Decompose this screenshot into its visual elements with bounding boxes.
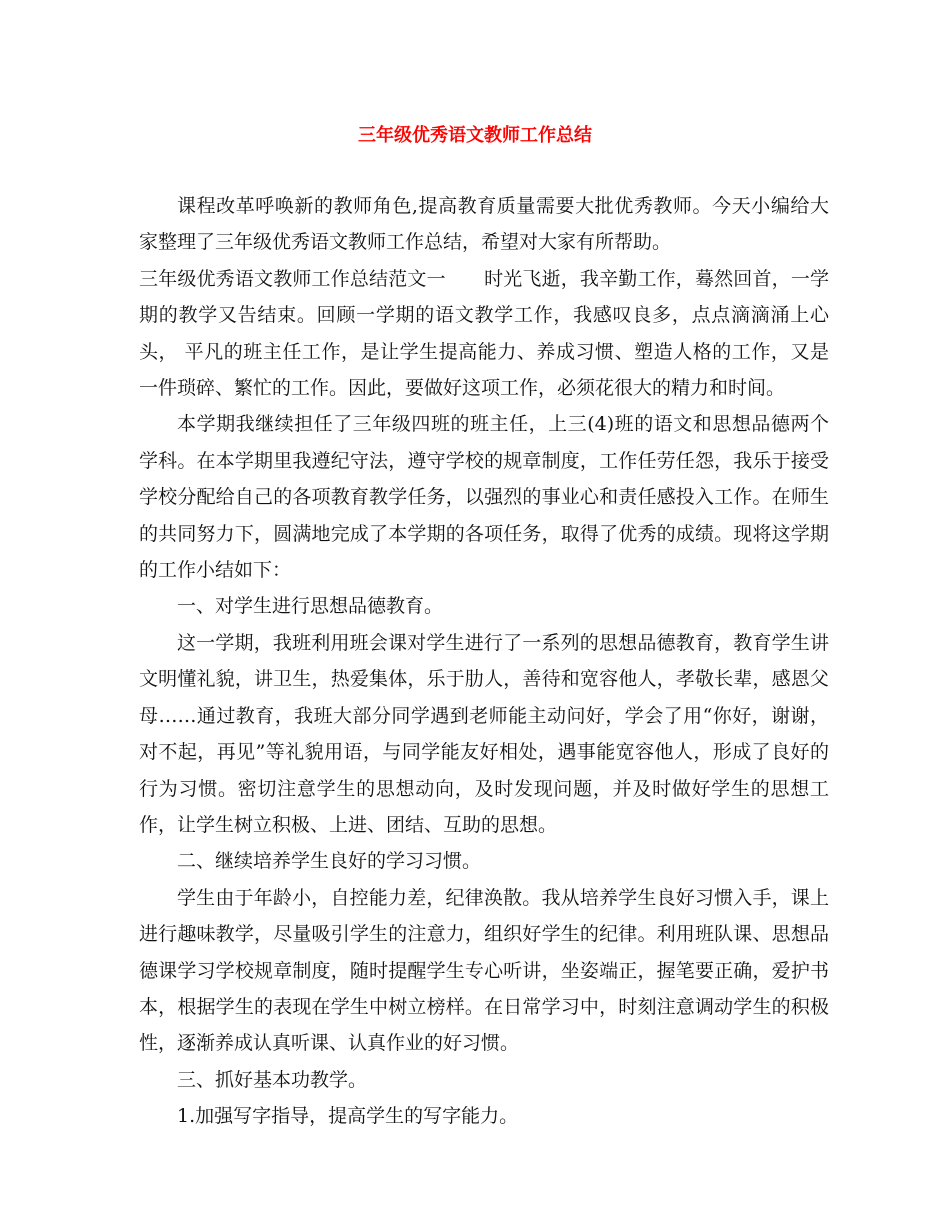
- section-heading-study-habits: 二、继续培养学生良好的学习习惯。: [177, 850, 482, 873]
- section-heading-basic-skills: 三、抓好基本功教学。: [177, 1068, 368, 1091]
- subsection-heading-writing: 1.加强写字指导，提高学生的写字能力。: [177, 1105, 519, 1128]
- paragraph-sample-one: 三年级优秀语文教师工作总结范文一 时光飞逝，我辛勤工作，蓦然回首，一学期的教学又告结束。回顾一学期的语文教学工作，我感叹良多，点点滴滴涌上心头， 平凡的班主任工作，是让学生提高能力、养成习惯、塑造人格的工作，又是一件琐碎、繁忙的工作。因此，要做好这项工作，必须花很大的精力和时间。: [139, 267, 829, 400]
- document-body: [139, 188, 829, 1135]
- paragraph-semester-summary: 本学期我继续担任了三年级四班的班主任，上三(4)班的语文和思想品德两个学科。在本学期里我遵纪守法，遵守学校的规章制度，工作任劳任怨，我乐于接受学校分配给自己的各项教育教学任务，以强烈的事业心和责任感投入工作。在师生的共同努力下，圆满地完成了本学期的各项任务，取得了优秀的成绩。现将这学期的工作小结如下：: [139, 413, 829, 582]
- document-title: 三年级优秀语文教师工作总结: [358, 125, 592, 146]
- section-heading-moral-education: 一、对学生进行思想品德教育。: [177, 595, 444, 618]
- paragraph-moral-education: 这一学期，我班利用班会课对学生进行了一系列的思想品德教育，教育学生讲文明懂礼貌，讲卫生，热爱集体，乐于肋人，善待和宽容他人，孝敬长辈，感恩父母……通过教育，我班大部分同学遇到老师能主动问好，学会了用“你好，谢谢，对不起，再见”等礼貌用语，与同学能友好相处，遇事能宽容他人，形成了良好的行为习惯。密切注意学生的思想动向，及时发现问题，并及时做好学生的思想工作，让学生树立积极、上进、团结、互助的思想。: [139, 631, 829, 836]
- paragraph-study-habits: 学生由于年龄小，自控能力差，纪律涣散。我从培养学生良好习惯入手，课上进行趣味教学，尽量吸引学生的注意力，组织好学生的纪律。利用班队课、思想品德课学习学校规章制度，随时提醒学生专心听讲，坐姿端正，握笔要正确，爱护书本，根据学生的表现在学生中树立榜样。在日常学习中，时刻注意调动学生的积极性，逐渐养成认真听课、认真作业的好习惯。: [139, 886, 829, 1055]
- paragraph-intro: 课程改革呼唤新的教师角色,提高教育质量需要大批优秀教师。今天小编给大家整理了三年级优秀语文教师工作总结，希望对大家有所帮助。: [139, 195, 829, 254]
